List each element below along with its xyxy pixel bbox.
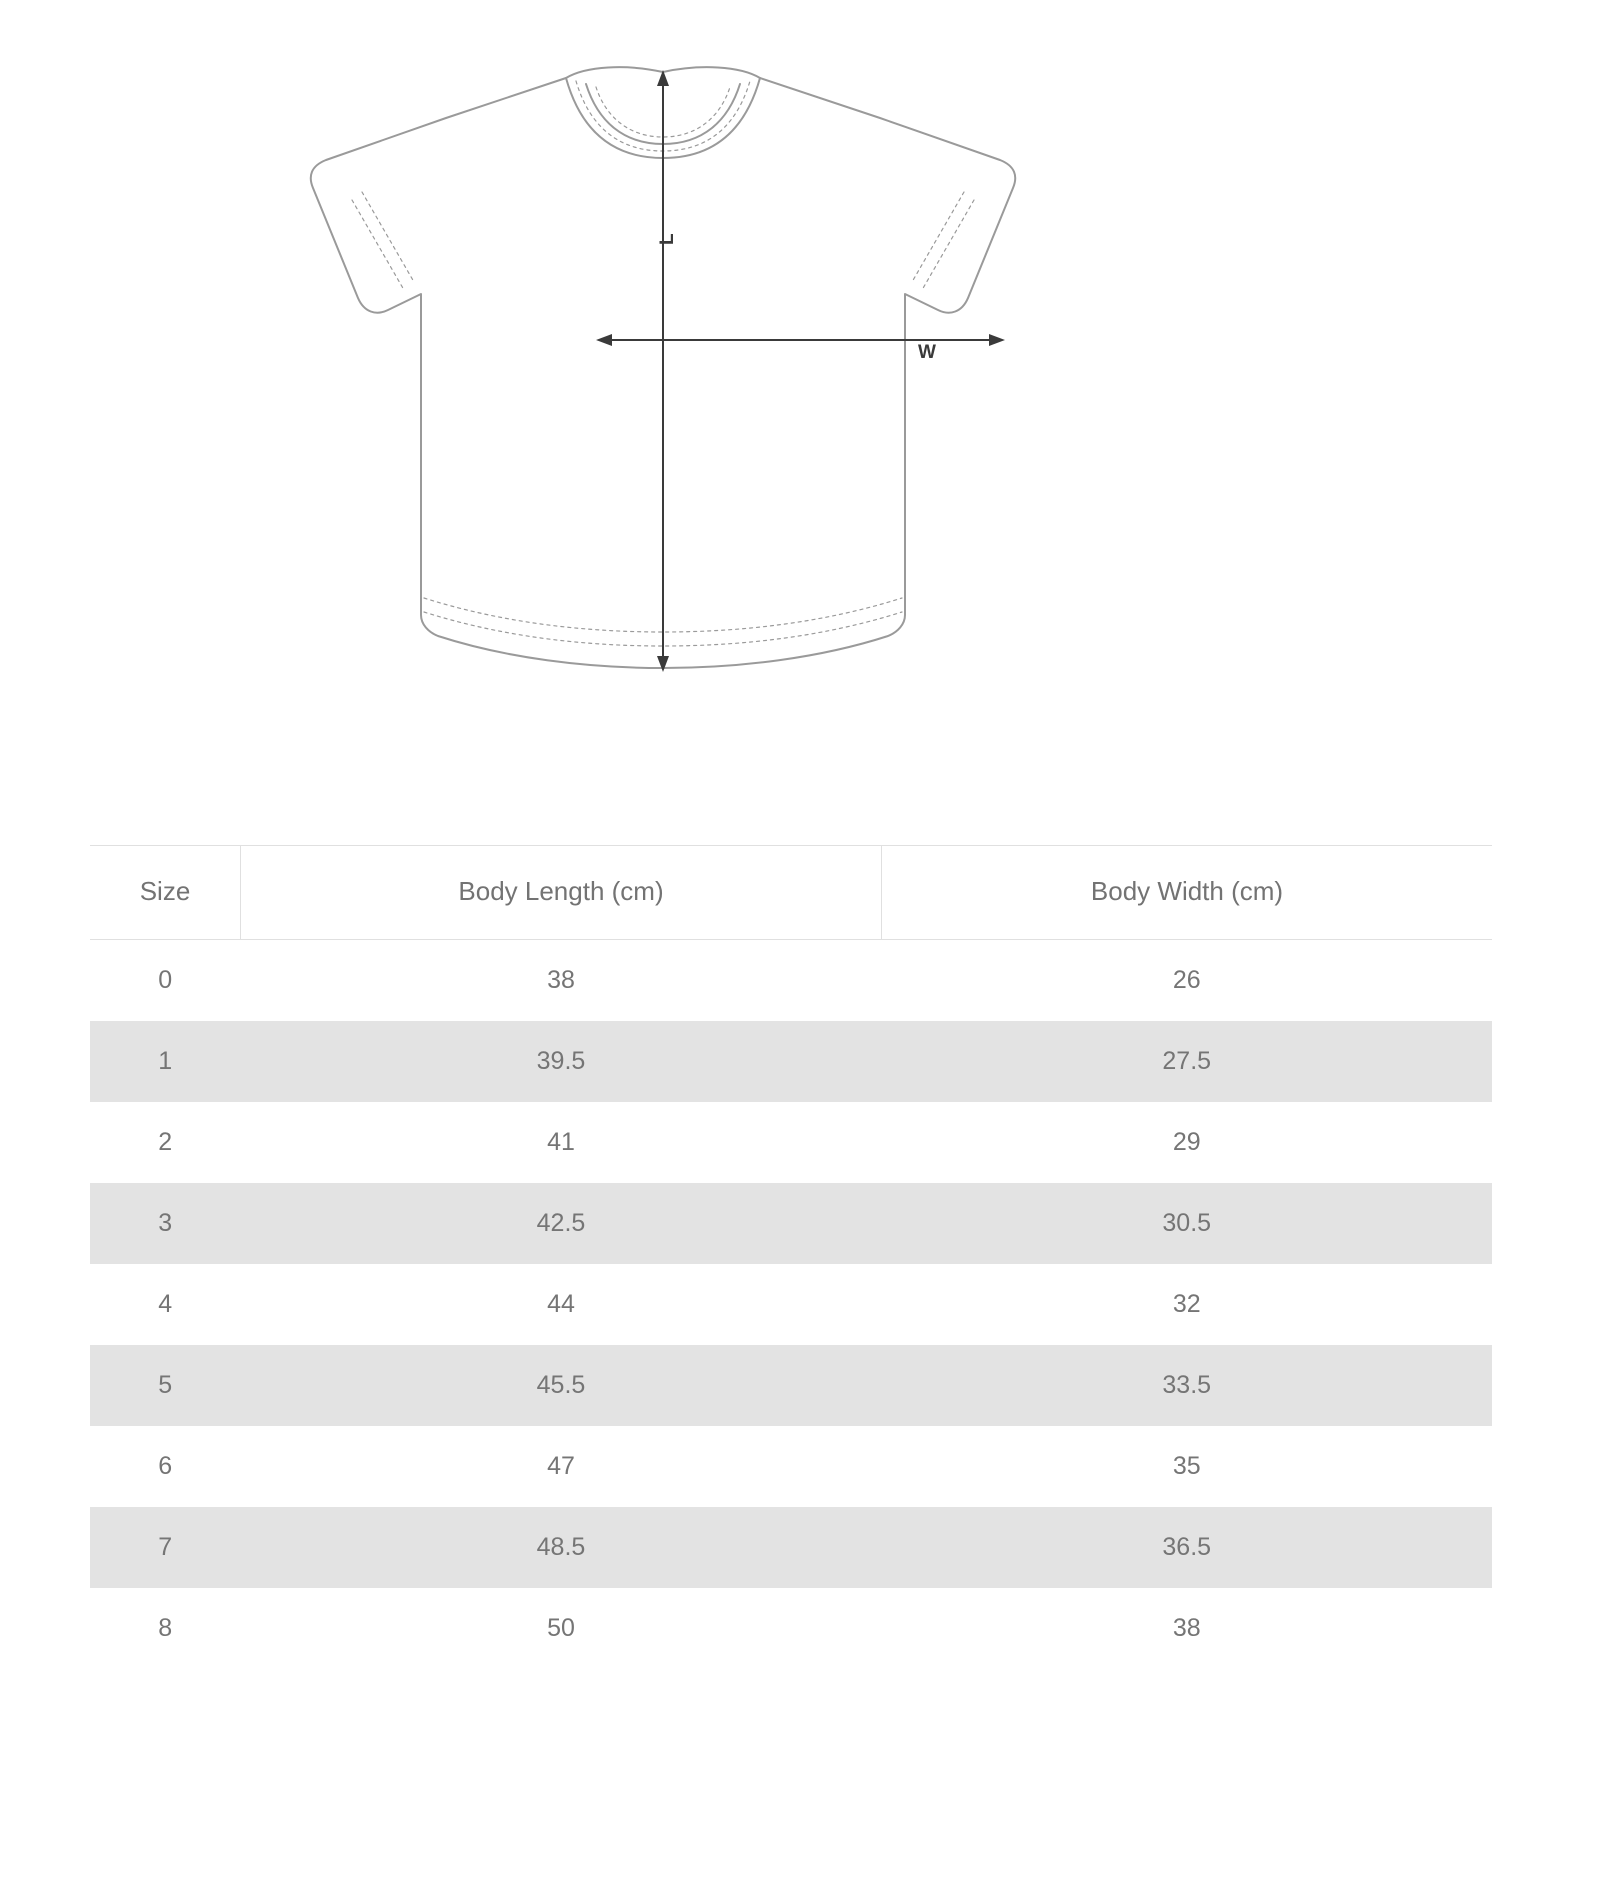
cell-body-length: 42.5 bbox=[241, 1183, 882, 1264]
cell-size: 8 bbox=[158, 1614, 173, 1642]
cell-body-length: 38 bbox=[547, 966, 575, 994]
table-body bbox=[90, 940, 1492, 1670]
column-header-size: Size bbox=[90, 846, 241, 940]
width-label: W bbox=[918, 342, 936, 363]
cell-body-length: 41 bbox=[547, 1128, 575, 1156]
cell-body-length: 45.5 bbox=[241, 1345, 882, 1426]
column-header-body-length: Body Length (cm) bbox=[241, 846, 882, 940]
tshirt-diagram bbox=[0, 0, 1600, 700]
table-row bbox=[90, 1264, 1492, 1345]
cell-body-length: 48.5 bbox=[241, 1507, 882, 1588]
table-row bbox=[90, 1588, 1492, 1669]
table-row bbox=[90, 1345, 1492, 1426]
table-header bbox=[90, 846, 1492, 940]
table-header-row bbox=[90, 846, 1492, 940]
cell-body-width: 26 bbox=[1172, 966, 1201, 994]
cell-size: 5 bbox=[90, 1345, 241, 1426]
cell-size: 6 bbox=[158, 1452, 173, 1480]
cell-body-width: 27.5 bbox=[882, 1021, 1493, 1102]
cell-body-length: 50 bbox=[547, 1614, 575, 1642]
table-row bbox=[90, 1183, 1492, 1264]
cell-size: 1 bbox=[90, 1021, 241, 1102]
table-row bbox=[90, 1426, 1492, 1507]
table-row bbox=[90, 1021, 1492, 1102]
cell-size: 0 bbox=[158, 966, 173, 994]
cell-body-length: 47 bbox=[547, 1452, 575, 1480]
cell-body-width: 33.5 bbox=[882, 1345, 1493, 1426]
cell-size: 3 bbox=[90, 1183, 241, 1264]
cell-size: 4 bbox=[158, 1290, 173, 1318]
table-row bbox=[90, 940, 1492, 1022]
cell-size: 7 bbox=[90, 1507, 241, 1588]
column-header-body-width: Body Width (cm) bbox=[882, 846, 1493, 940]
table-row bbox=[90, 1507, 1492, 1588]
cell-size: 2 bbox=[158, 1128, 173, 1156]
cell-body-length: 39.5 bbox=[241, 1021, 882, 1102]
cell-body-width: 29 bbox=[1172, 1128, 1201, 1156]
size-table bbox=[90, 845, 1492, 1669]
tshirt-diagram-svg bbox=[0, 0, 1600, 700]
cell-body-width: 36.5 bbox=[882, 1507, 1493, 1588]
size-table-wrap bbox=[90, 845, 1490, 1669]
cell-body-width: 38 bbox=[1172, 1614, 1201, 1642]
cell-body-width: 35 bbox=[1172, 1452, 1201, 1480]
cell-body-width: 32 bbox=[1172, 1290, 1201, 1318]
table-row bbox=[90, 1102, 1492, 1183]
cell-body-length: 44 bbox=[547, 1290, 575, 1318]
length-label: L bbox=[657, 233, 678, 245]
cell-body-width: 30.5 bbox=[882, 1183, 1493, 1264]
